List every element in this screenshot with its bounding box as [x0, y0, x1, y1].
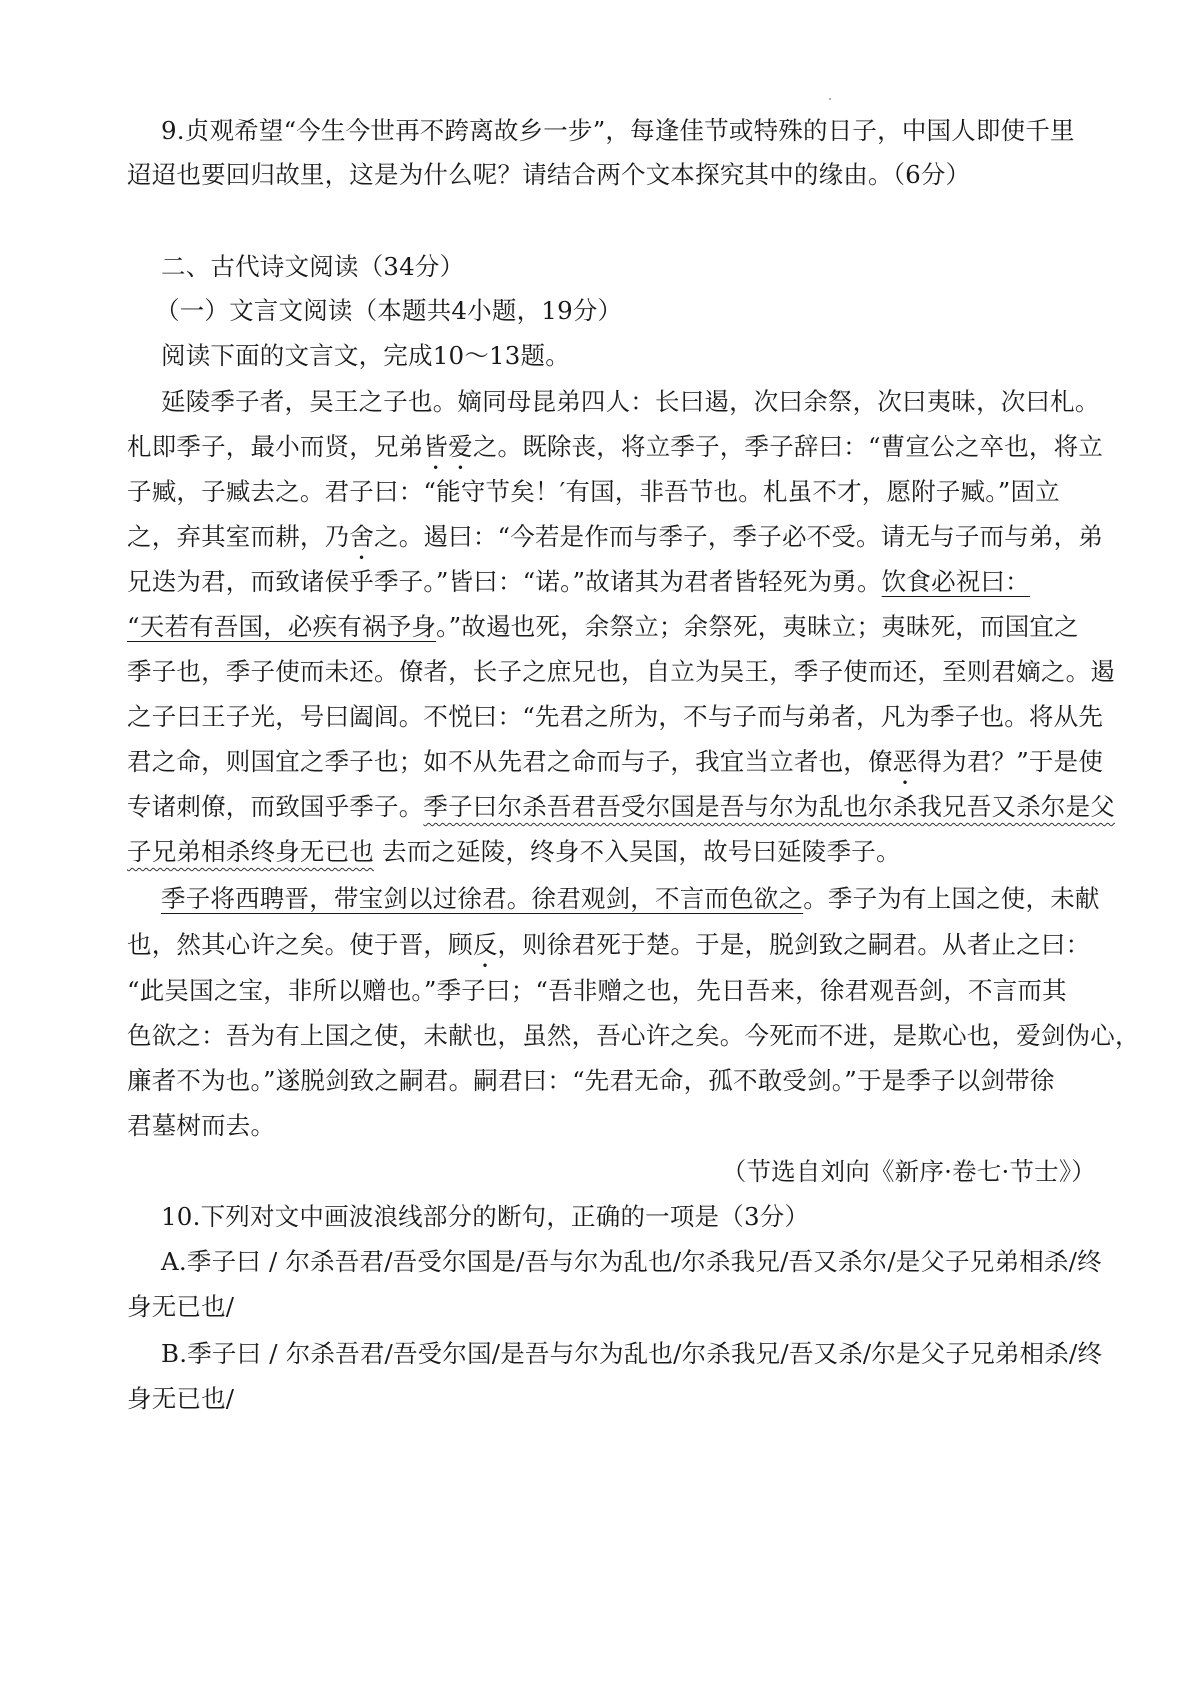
passage-text: 。季子为有上国之使，未献	[803, 884, 1100, 913]
passage-p1-line-1: 延陵季子者，吴王之子也。嫡同母昆弟四人：长曰遏，次曰余祭，次曰夷昧，次曰札。	[161, 387, 1100, 416]
underlined-sentence: “天若有吾国，必疾有祸予身	[127, 612, 437, 641]
underlined-sentence: 季子将西聘晋，带宝剑以过徐君。徐君观剑，不言而色欲之	[161, 884, 804, 913]
passage-text: 之。遏曰：“今若是作而与季子，季子必不受。请无与子而与弟，弟	[374, 522, 1104, 551]
emphasized-word: 舍	[349, 522, 375, 551]
passage-p2-line-1	[161, 882, 1100, 916]
passage-source: （节选自刘向《新序·卷七·节士》）	[721, 1157, 1096, 1186]
wavy-underlined-text: 子兄弟相杀终身无已也	[127, 837, 374, 866]
option-b-line-1: B.季子曰 / 尔杀吾君/吾受尔国/是吾与尔为乱也/尔杀我兄/吾又杀/尔是父子兄弟相杀/终	[161, 1339, 1103, 1368]
question-9-line-2: 迢迢也要回归故里，这是为什么呢？请结合两个文本探究其中的缘由。（6分）	[127, 160, 971, 189]
reading-instruction: 阅读下面的文言文，完成10～13题。	[161, 341, 570, 370]
passage-text: 去而之延陵，终身不入吴国，故号曰延陵季子。	[374, 837, 901, 866]
passage-p2-line-4: 色欲之：吾为有上国之使，未献也，虽然，吾心许之矣。今死而不进，是欺心也，爱剑伪心，	[127, 1021, 1140, 1050]
passage-text: 。”故遏也死，余祭立；余祭死，夷昧立；夷昧死，而国宜之	[436, 612, 1079, 641]
passage-text: 兄迭为君，而致诸侯乎季子。”皆曰：“诺。”故诸其为君者皆轻死为勇。	[127, 567, 882, 596]
section-2-heading: 二、古代诗文阅读（34分）	[161, 252, 465, 281]
passage-p2-line-2	[127, 928, 1097, 962]
passage-p1-line-8: 之子曰王子光，号曰阖闾。不悦曰：“先君之所为，不与子而与弟者，凡为季子也。将从先	[127, 702, 1104, 731]
emphasized-word: 反	[472, 930, 498, 959]
scan-speck	[829, 98, 831, 100]
passage-p1-line-5	[127, 565, 1097, 599]
option-a-line-1: A.季子曰 / 尔杀吾君/吾受尔国是/吾与尔为乱也/尔杀我兄/吾又杀尔/是父子兄弟相杀/终	[161, 1247, 1102, 1276]
passage-text: 君之命，则国宜之季子也；如不从先君之命而与子，我宜当立者也，僚	[127, 747, 893, 776]
passage-p2-line-3: “此吴国之宝，非所以赠也。”季子曰；“吾非赠之也，先日吾来，徐君观吾剑，不言而其	[127, 976, 1067, 1005]
emphasized-word: 恶	[892, 747, 918, 776]
passage-p1-line-2	[127, 430, 1104, 464]
passage-text: 之，弃其室而耕，乃	[127, 522, 350, 551]
option-a-line-2: 身无已也/	[127, 1292, 235, 1321]
passage-text: ，则徐君死于楚。于是，脱剑致之嗣君。从者止之曰：	[497, 930, 1091, 959]
option-b-line-2: 身无已也/	[127, 1384, 235, 1413]
underlined-sentence: 饮食必祝曰：	[881, 567, 1030, 596]
wavy-underlined-text: 季子曰尔杀吾君吾受尔国是吾与尔为乱也尔杀我兄吾又杀尔是父	[423, 792, 1116, 821]
passage-p1-line-9	[127, 745, 1104, 779]
passage-text: 专诸刺僚，而致国乎季子。	[127, 792, 424, 821]
section-2-subheading: （一）文言文阅读（本题共4小题，19分）	[155, 296, 623, 325]
passage-p1-line-7: 季子也，季子使而未还。僚者，长子之庶兄也，自立为吴王，季子使而还，至则君嫡之。遏	[127, 657, 1115, 686]
passage-text: 札即季子，最小而贤，兄弟	[127, 432, 424, 461]
passage-p1-line-4	[127, 520, 1104, 554]
passage-p2-line-5: 廉者不为也。”遂脱剑致之嗣君。嗣君曰：“先君无命，孤不敢受剑。”于是季子以剑带徐	[127, 1066, 1055, 1095]
passage-text: 也，然其心许之矣。使于晋，顾	[127, 930, 473, 959]
question-10-stem: 10.下列对文中画波浪线部分的断句，正确的一项是（3分）	[161, 1202, 810, 1231]
passage-p2-line-6: 君墓树而去。	[127, 1111, 276, 1140]
passage-p1-line-3: 子臧，子臧去之。君子曰：“能守节矣！′有国，非吾节也。札虽不才，愿附子臧。”固立	[127, 477, 1060, 506]
question-9-line-1: 9.贞观希望“今生今世再不跨离故乡一步”，每逢佳节或特殊的日子，中国人即使千里	[161, 116, 1075, 145]
passage-p1-line-10	[127, 790, 1116, 824]
passage-p1-line-6	[127, 610, 1097, 644]
emphasized-word: 皆爱	[423, 432, 473, 461]
passage-text: 得为君？”于是使	[917, 747, 1104, 776]
passage-p1-line-11	[127, 835, 1097, 869]
passage-text: 之。既除丧，将立季子，季子辞曰：“曹宣公之卒也，将立	[472, 432, 1104, 461]
